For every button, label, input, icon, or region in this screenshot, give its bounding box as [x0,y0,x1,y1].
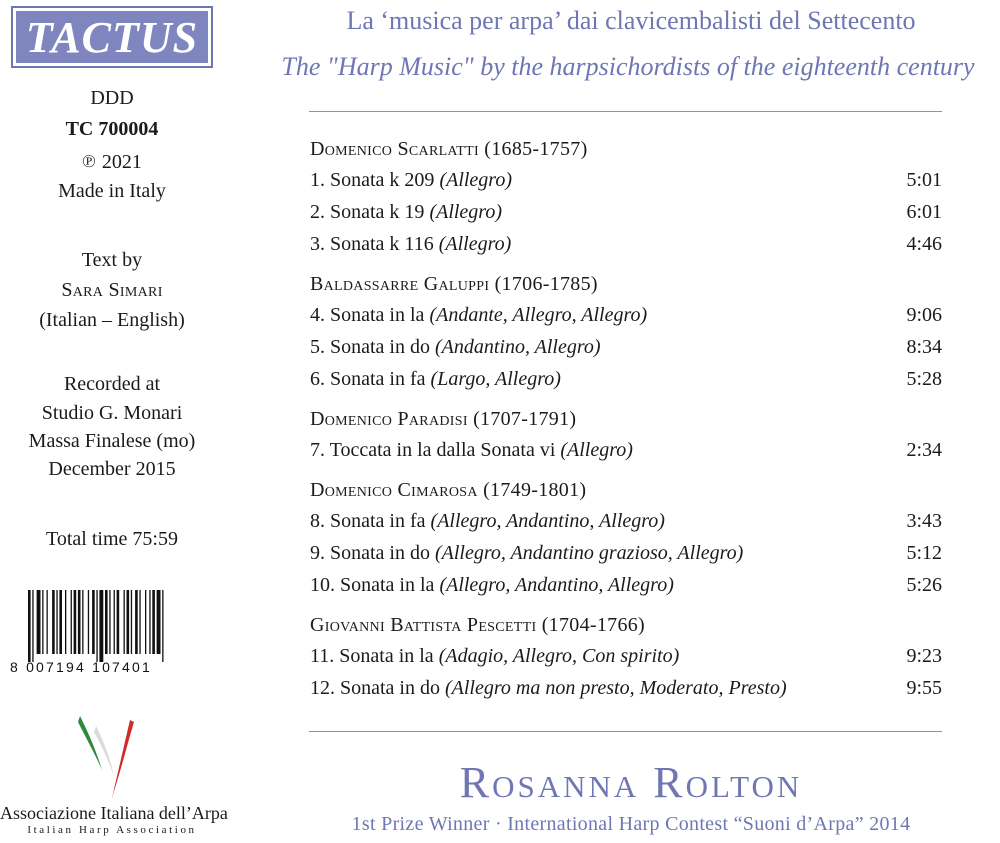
barcode-bar [74,590,77,654]
track-row [310,299,942,331]
logo-red-stroke [112,720,134,798]
track-title: 2. Sonata k 19 [310,201,430,223]
track-tempo: (Allegro ma non presto, Moderato, Presto) [445,677,787,699]
track-tempo: (Allegro, Andantino, Allegro) [439,574,674,596]
barcode-bar [42,590,43,654]
track-title: 4. Sonata in la [310,304,430,326]
barcode-bar [152,590,155,654]
track-duration: 2:34 [906,439,942,461]
barcode-bar [71,590,72,654]
barcode-bar [145,590,146,654]
text-by-label: Text by [81,249,143,271]
track-label [310,363,561,395]
barcode-bar [127,590,130,654]
association-subtitle: Italian Harp Association [27,824,197,836]
track-duration: 3:43 [906,510,942,532]
track-tempo: (Allegro, Andantino grazioso, Allegro) [435,542,744,564]
recording-place: Massa Finalese (mo) [28,430,196,452]
barcode-bar [131,590,132,654]
recorded-label: Recorded at [63,373,161,395]
barcode-bar [92,590,95,654]
barcode-bar [139,590,140,654]
barcode-digits: 8 007194 107401 [10,659,152,674]
origin: Made in Italy [58,180,166,202]
track-title: 7. Toccata in la dalla Sonata vi [310,439,561,461]
track-tempo: (Adagio, Allegro, Con spirito) [438,645,680,667]
track-label [310,537,743,569]
track-title: 3. Sonata k 116 [310,233,439,255]
composer-heading: Giovanni Battista Pescetti (1704-1766) [310,614,646,636]
track-duration: 6:01 [906,201,942,223]
total-time: Total time 75:59 [46,528,178,550]
track-row [310,331,942,363]
track-row [310,505,942,537]
track-tempo: (Allegro) [560,439,633,461]
phonogram-icon: ℗ [82,151,96,171]
composer-heading: Domenico Cimarosa (1749-1801) [310,479,587,501]
track-title: 10. Sonata in la [310,574,440,596]
track-label [310,672,787,704]
track-tempo: (Andantino, Allegro) [435,336,601,358]
track-title: 1. Sonata k 209 [310,169,440,191]
track-duration: 9:55 [906,677,942,699]
barcode-bar [99,590,103,662]
barcode-bar [157,590,161,654]
barcode-bar [47,590,48,654]
barcode-bar [149,590,150,654]
track-title: 5. Sonata in do [310,336,435,358]
track-title: 8. Sonata in fa [310,510,431,532]
barcode-bar [82,590,83,654]
barcode-bar [135,590,138,654]
barcode-bar [32,590,33,662]
barcode-bar [65,590,66,654]
track-row [310,196,942,228]
recording-date: December 2015 [48,458,176,480]
logo-white-stroke [94,726,114,776]
title-english: The "Harp Music" by the harpsichordists of the eighteenth century [281,52,975,81]
barcode-bar [117,590,120,654]
track-label [310,228,511,260]
track-duration: 4:46 [906,233,942,255]
track-row [310,164,942,196]
track-duration: 5:01 [906,169,942,191]
format: DDD [90,87,134,109]
tactus-logo-text: TACTUS [16,11,208,63]
track-label [310,331,601,363]
track-duration: 5:26 [906,574,942,596]
barcode-bar [52,590,55,654]
author-name: Sara Simari [61,279,163,301]
catalog-number: TC 700004 [65,118,159,140]
barcode-bars [28,590,164,662]
barcode-bar [114,590,115,654]
copyright-line [0,152,224,172]
association-name: Associazione Italiana dell’Arpa [0,803,228,823]
logo-green-stroke [78,716,102,770]
track-row [310,434,942,466]
track-label [310,569,674,601]
studio: Studio G. Monari [41,402,183,424]
track-row [310,569,942,601]
track-tempo: (Allegro) [429,201,503,223]
track-title: 12. Sonata in do [310,677,445,699]
composer-heading: Domenico Scarlatti (1685-1757) [310,138,588,160]
barcode-bar [88,590,89,654]
track-tempo: (Allegro) [439,169,513,191]
track-title: 6. Sonata in fa [310,368,431,390]
track-tempo: (Allegro, Andantino, Allegro) [430,510,665,532]
barcode-bar [96,590,97,662]
track-label [310,164,512,196]
track-duration: 9:23 [906,645,942,667]
barcode-bar [162,590,163,662]
prize-line: 1st Prize Winner · International Harp Contest “Suoni d’Arpa” 2014 [351,813,911,835]
track-title: 11. Sonata in la [310,645,439,667]
left-column [0,0,232,843]
barcode-bar [124,590,125,654]
track-duration: 8:34 [906,336,942,358]
track-label [310,196,502,228]
barcode [10,590,205,674]
track-row [310,640,942,672]
track-label [310,299,647,331]
track-tempo: (Andante, Allegro, Allegro) [429,304,648,326]
barcode-bar [105,590,108,654]
track-tempo: (Allegro) [438,233,512,255]
track-row [310,363,942,395]
artist-name: Rosanna Rolton [459,758,803,807]
barcode-bar [59,590,62,654]
tracklist [310,134,942,704]
bottom-divider [309,731,942,732]
track-tempo: (Largo, Allegro) [430,368,561,390]
top-divider [309,111,942,112]
title-italian: La ‘musica per arpa’ dai clavicembalisti del Settecento [346,6,916,35]
track-duration: 5:12 [906,542,942,564]
barcode-bar [28,590,31,662]
languages: (Italian – English) [39,309,185,331]
composer-heading: Baldassarre Galuppi (1706-1785) [310,273,598,295]
track-label [310,505,665,537]
barcode-bar [56,590,57,654]
barcode-bar [109,590,110,654]
tactus-logo [11,6,213,68]
track-title: 9. Sonata in do [310,542,435,564]
harp-association-logo-icon [76,712,136,802]
track-row [310,537,942,569]
release-year: 2021 [101,151,142,173]
composer-heading: Domenico Paradisi (1707-1791) [310,408,577,430]
barcode-bar [78,590,81,654]
track-label [310,640,679,672]
track-duration: 5:28 [906,368,942,390]
barcode-bar [37,590,41,654]
track-row [310,672,942,704]
track-label [310,434,633,466]
track-duration: 9:06 [906,304,942,326]
track-row [310,228,942,260]
